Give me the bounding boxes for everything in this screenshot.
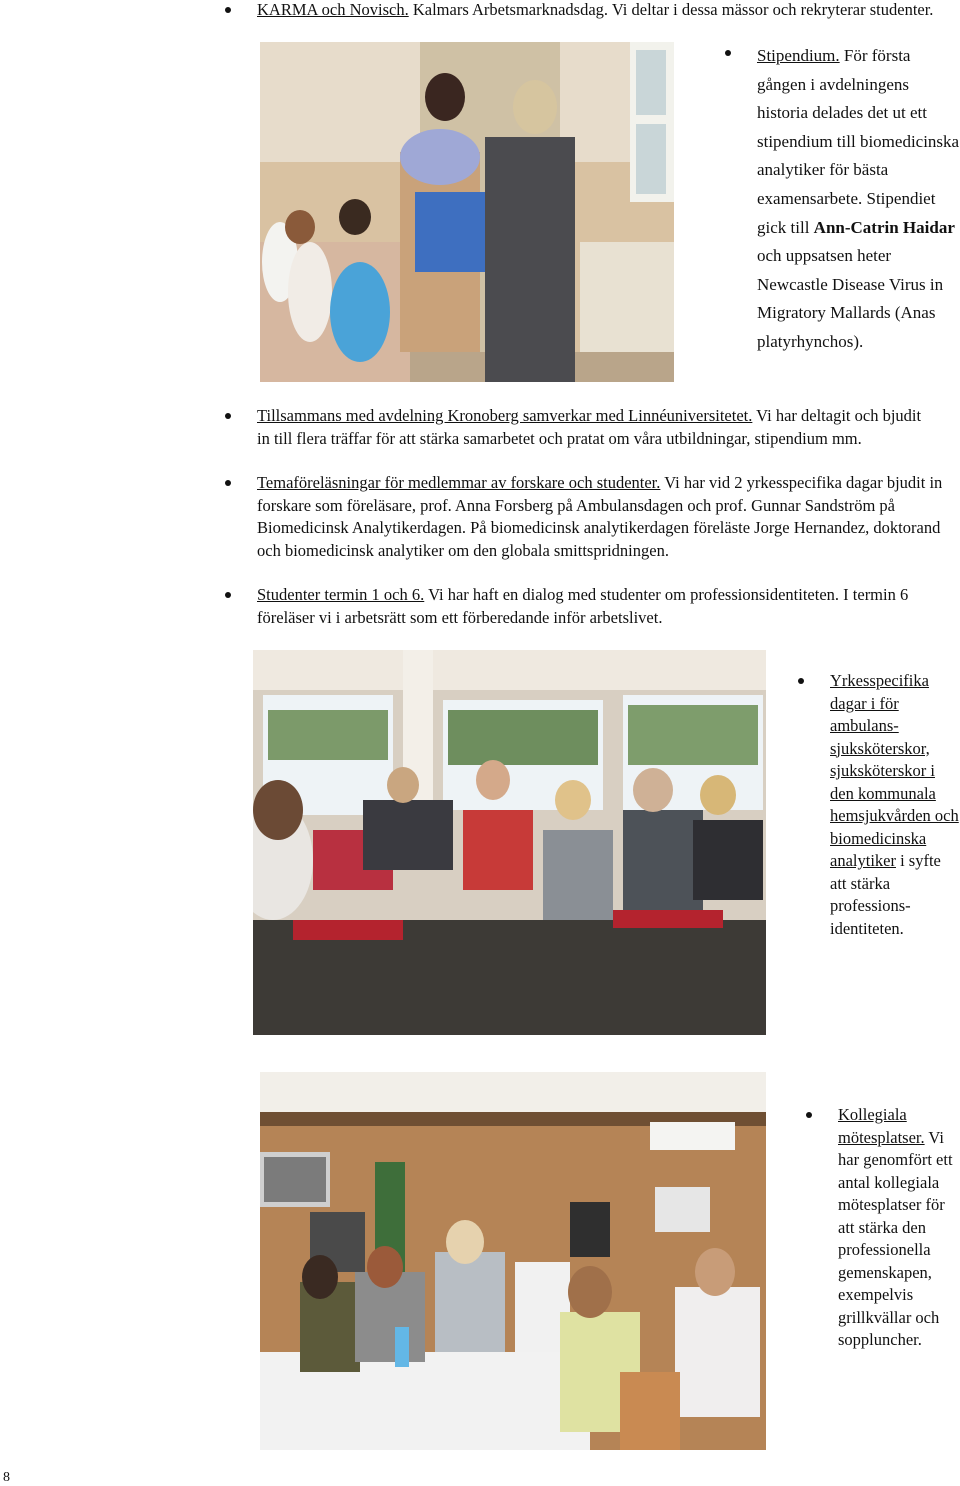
text-kollegiala: Vi har genomfört ett antal kollegiala mötesplatser för att stärka den professionella gemenskapen, exempelvis grillkvällar och soppluncher. — [838, 1127, 953, 1349]
bullet-studenter — [257, 584, 957, 629]
bullet-karma — [257, 0, 937, 22]
text-linneuniversitetet: Vi har deltagit och bjudit in till flera träffar för att stärka samarbetet och pratat om våra utbildningar, stipendium mm. — [257, 406, 922, 448]
text-karma: Kalmars Arbetsmarknadsdag. Vi deltar i dessa mässor och rekryterar studenter. — [408, 0, 934, 19]
page-number: 8 — [3, 1470, 10, 1485]
link-studenter[interactable]: Studenter termin 1 och 6. — [257, 585, 425, 604]
text-studenter: Vi har haft en dialog med studenter om professionsidentiteten. I termin 6 föreläser vi i arbetsrätt som ett förberedande inför arbetslivet. — [257, 585, 909, 627]
bullet-kollegiala — [838, 1104, 960, 1352]
photo-collegial-meeting — [260, 1072, 766, 1450]
bullet-linneuniversitetet — [257, 405, 937, 450]
link-stipendium[interactable]: Stipendium. — [757, 46, 840, 65]
text-stipendium-2: och uppsatsen heter Newcastle Disease Virus in Migratory Mallards (Anas platyrhynchos). — [757, 246, 944, 351]
photo-lecture-room — [253, 650, 766, 1035]
bullet-stipendium — [757, 42, 960, 357]
link-kollegiala[interactable]: Kollegiala mötesplatser. — [838, 1105, 925, 1147]
text-yrkesspecifika: i syfte att stärka professions-identiteten. — [830, 851, 941, 938]
text-stipendium-1: För första gången i avdelningens historia delades det ut ett stipendium till biomedicinska analytiker för bästa examensarbete. Stipendiet gick till — [757, 46, 960, 237]
link-temaforelasningar[interactable]: Temaföreläsningar för medlemmar av forskare och studenter. — [257, 473, 661, 492]
link-yrkesspecifika[interactable]: Yrkesspecifika dagar i för ambulans-sjuksköterskor, sjuksköterskor i den kommunala hemsjukvården och biomedicinska analytiker — [830, 671, 959, 870]
link-karma[interactable]: KARMA och Novisch. — [257, 0, 409, 19]
bullet-yrkesspecifika — [830, 670, 960, 940]
bullet-temaforelasningar — [257, 472, 947, 562]
text-temaforelasningar: Vi har vid 2 yrkesspecifika dagar bjudit in forskare som föreläsare, prof. Anna Forsberg på Ambulansdagen och prof. Gunnar Sandström på Biomedicinsk Analytikerdagen. På biomedicinsk analytikerdagen föreläste Jorge Hernandez, doktorand och biomedicinsk analytiker om den globala smittspridningen. — [257, 473, 943, 560]
photo-stipendium-ceremony — [260, 42, 674, 382]
link-linneuniversitetet[interactable]: Tillsammans med avdelning Kronoberg samverkar med Linnéuniversitetet. — [257, 406, 753, 425]
stipendium-recipient: Ann-Catrin Haidar — [813, 217, 955, 237]
